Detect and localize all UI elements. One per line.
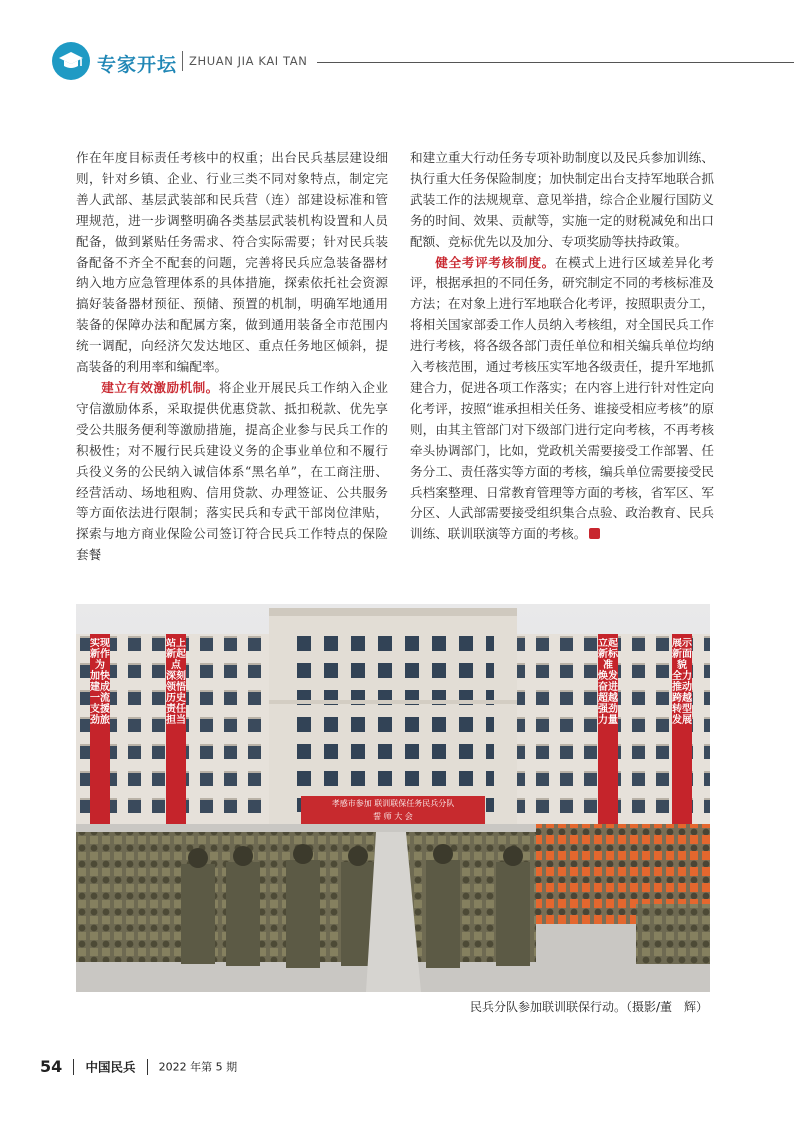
banner-left-1: 实现新作为 加快建成一流支援劲旅 [90, 638, 110, 726]
banner-left-2: 站上新起点 深刻领悟历史责任担当 [166, 638, 186, 726]
graduation-cap-icon [52, 42, 90, 80]
militia-rally-photo [76, 604, 710, 992]
section-subtitle: ZHUAN JIA KAI TAN [189, 54, 308, 68]
header-divider [182, 51, 183, 71]
left-paragraph-1: 作在年度目标责任考核中的权重；出台民兵基层建设细则，针对乡镇、企业、行业三类不同对象特点，制定完善人武部、基层武装部和民兵营（连）部建设标准和管理规范，进一步调整明确各类基层武装机构设置和人员配备，做到紧贴任务需求、符合实际需要；针对民兵装备配备不齐全不配套的问题，完善将民兵应急装备器材纳入地方应急管理体系的具体措施，探索依托社会资源搞好装备器材预征、预储、预置的机制，明确军地通用装备的保障办法和配属方案，做到通用装备全市范围内统一调配，向经济欠发达地区、重点任务地区倾斜，提高装备的利用率和编配率。 [76, 150, 388, 375]
right-paragraph-2-body: 在模式上进行区域差异化考评，根据承担的不同任务，研究制定不同的考核标准及方法；在对象上进行军地联合化考评，按照职责分工，将相关国家部委工作人员纳入考核组，对全国民兵工作进行考核，将各级各部门责任单位和相关编兵单位均纳入考核范围，通过考核压实军地各级责任，提升军地抓建合力，促进各项工作落实；在内容上进行针对性定向化考评，按照“谁承担相关任务、谁接受相应考核”的原则，由其主管部门对下级部门进行定向考核，不再考核牵头协调部门，比如，党政机关需要接受工作部署、任务分工、责任落实等方面的考核，编兵单位需要接受民兵档案整理、日常教育管理等方面的考核，省军区、军分区、人武部需要接受组织集合点验、政治教育、民兵训练、联训联演等方面的考核。 [410, 254, 715, 542]
article-end-icon [589, 528, 600, 539]
left-column [76, 148, 388, 566]
banner-right-2: 展示新面貌 全力推动跨越转型发展 [672, 638, 692, 726]
page-footer [40, 1056, 237, 1080]
header-rule [317, 62, 794, 63]
right-paragraph-2 [410, 253, 714, 546]
left-paragraph-2 [76, 378, 388, 566]
page-header [52, 42, 794, 86]
banner-right-1: 立起新标准 焕发奋进超越强劲力量 [598, 638, 618, 726]
page-number: 54 [40, 1057, 63, 1076]
right-column [410, 148, 714, 545]
footer-divider-2 [147, 1059, 148, 1075]
photo-caption: 民兵分队参加联训联保行动。（摄影/董 辉） [469, 1000, 708, 1014]
subheading-incentive: 建立有效激励机制。 [101, 379, 219, 395]
stage-banner-line1: 孝感市参加 联训联保任务民兵分队 [331, 799, 455, 808]
left-paragraph-2-body: 将企业开展民兵工作纳入企业守信激励体系，采取提供优惠贷款、抵扣税款、优先享受公共服务便利等激励措施，提高企业参与民兵工作的积极性；对不履行民兵建设义务的企事业单位和不履行兵役义务的公民纳入诚信体系“黑名单”，在工商注册、经营活动、场地租购、信用贷款、办理签证、公共服务等方面依法进行限制；落实民兵和专武干部岗位津贴，探索与地方商业保险公司签订符合民兵工作特点的保险套餐 [76, 379, 389, 563]
section-title: 专家开坛 [97, 54, 178, 76]
magazine-name: 中国民兵 [85, 1059, 136, 1075]
issue-label: 2022 年第 5 期 [158, 1060, 238, 1074]
right-paragraph-1: 和建立重大行动任务专项补助制度以及民兵参加训练、执行重大任务保险制度；加快制定出台支持军地联合抓武装工作的法规规章、意见举措，综合企业履行国防义务的时间、效果、贡献等，实施一定的财税减免和出口配额、竞标优先以及加分、专项奖励等扶持政策。 [410, 150, 714, 249]
stage-banner-line2: 誓 师 大 会 [373, 812, 413, 821]
footer-divider [73, 1059, 74, 1075]
subheading-assessment: 健全考评考核制度。 [435, 254, 555, 270]
